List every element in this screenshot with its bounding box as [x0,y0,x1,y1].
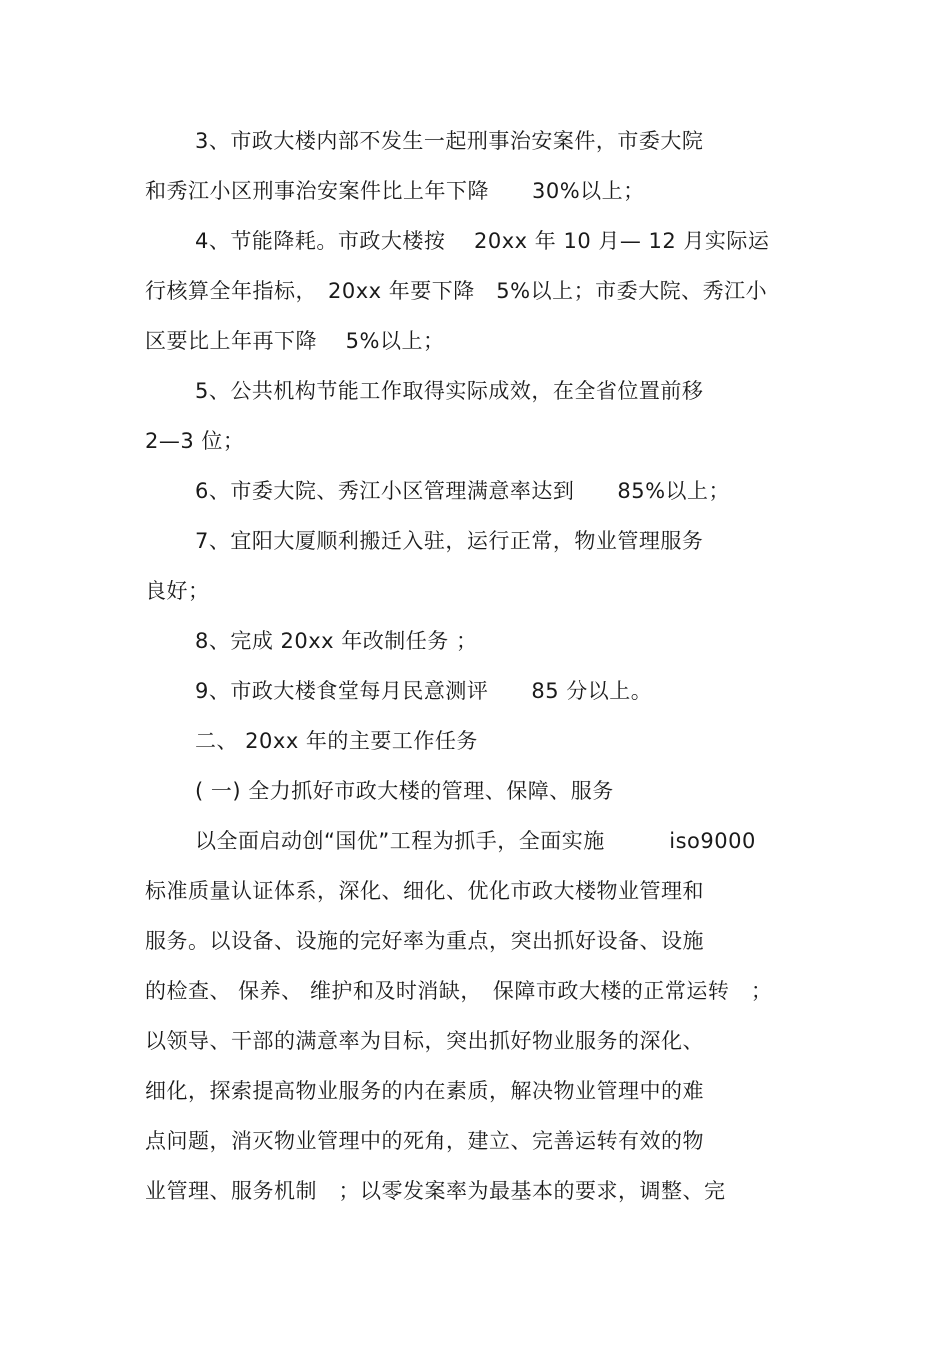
text-line: 行核算全年指标， 20xx 年要下降 5%以上；市委大院、秀江小 [145,279,768,303]
text-line: 区要比上年再下降 5%以上； [145,329,445,353]
text-line: 8、完成 20xx 年改制任务 ； [195,629,478,653]
text-line: 以全面启动创“国优”工程为抓手，全面实施 iso9000 [195,829,756,853]
subsection-heading: ( 一) 全力抓好市政大楼的管理、保障、服务 [195,779,614,803]
text-line: 6、市委大院、秀江小区管理满意率达到 85%以上； [195,479,731,503]
text-line: 9、市政大楼食堂每月民意测评 85 分以上。 [195,679,653,703]
text-line: 良好； [145,579,210,603]
text-line: 细化，探索提高物业服务的内在素质，解决物业管理中的难 [145,1079,704,1103]
text-line: 2—3 位； [145,429,245,453]
text-line: 以领导、干部的满意率为目标，突出抓好物业服务的深化、 [145,1029,704,1053]
text-line: 业管理、服务机制 ；以零发案率为最基本的要求，调整、完 [145,1179,726,1203]
text-line: 的检查、 保养、 维护和及时消缺， 保障市政大楼的正常运转 ； [145,979,773,1003]
section-heading: 二、 20xx 年的主要工作任务 [195,729,478,753]
text-line: 服务。以设备、设施的完好率为重点，突出抓好设备、设施 [145,929,704,953]
text-line: 4、节能降耗。市政大楼按 20xx 年 10 月— 12 月实际运 [195,229,770,253]
text-line: 点问题，消灭物业管理中的死角，建立、完善运转有效的物 [145,1129,704,1153]
text-line: 3、市政大楼内部不发生一起刑事治安案件，市委大院 [195,129,704,153]
text-line: 和秀江小区刑事治安案件比上年下降 30%以上； [145,179,645,203]
text-line: 标准质量认证体系，深化、细化、优化市政大楼物业管理和 [145,879,704,903]
text-line: 5、公共机构节能工作取得实际成效，在全省位置前移 [195,379,704,403]
text-line: 7、宜阳大厦顺利搬迁入驻，运行正常，物业管理服务 [195,529,704,553]
